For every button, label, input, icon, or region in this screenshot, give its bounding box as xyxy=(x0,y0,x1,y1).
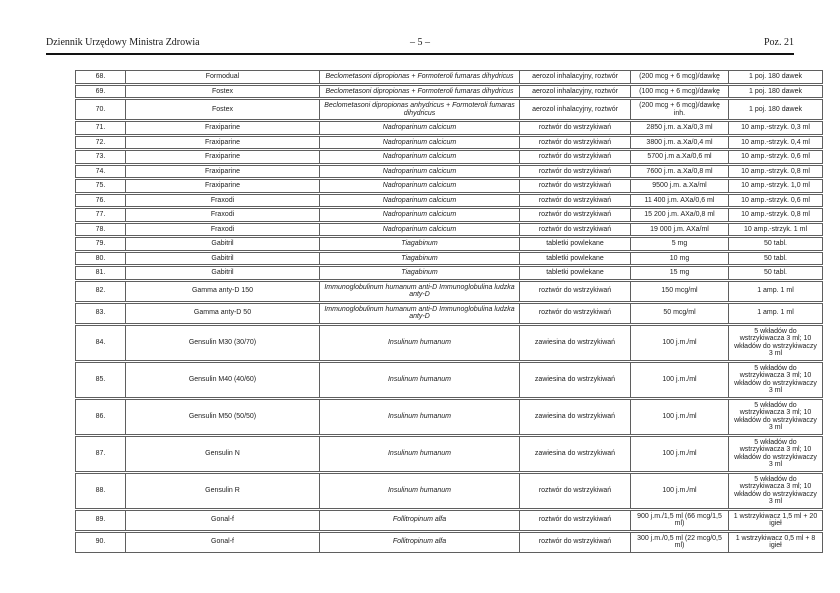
cell-pack: 5 wkładów do wstrzykiwacza 3 ml; 10 wkładów do wstrzykiwaczy 3 ml xyxy=(729,362,823,398)
cell-no: 83. xyxy=(75,303,126,324)
cell-no: 71. xyxy=(75,121,126,135)
cell-pack: 50 tabl. xyxy=(729,266,823,280)
cell-name: Formodual xyxy=(126,70,320,84)
cell-no: 69. xyxy=(75,85,126,99)
cell-name: Gamma anty-D 150 xyxy=(126,281,320,302)
cell-no: 68. xyxy=(75,70,126,84)
cell-name: Gensulin M50 (50/50) xyxy=(126,399,320,435)
cell-form: tabletki powlekane xyxy=(520,252,631,266)
cell-substance: Nadroparinum calcicum xyxy=(320,150,520,164)
cell-substance: Nadroparinum calcicum xyxy=(320,223,520,237)
cell-no: 72. xyxy=(75,136,126,150)
cell-dose: 10 mg xyxy=(631,252,729,266)
cell-substance: Insulinum humanum xyxy=(320,362,520,398)
cell-no: 82. xyxy=(75,281,126,302)
cell-pack: 10 amp.-strzyk. 0,6 ml xyxy=(729,150,823,164)
cell-name: Fostex xyxy=(126,99,320,120)
cell-dose: (200 mcg + 6 mcg)/dawkę xyxy=(631,70,729,84)
cell-pack: 1 poj. 180 dawek xyxy=(729,70,823,84)
cell-pack: 1 wstrzykiwacz 1,5 ml + 20 igieł xyxy=(729,510,823,531)
cell-form: zawiesina do wstrzykiwań xyxy=(520,362,631,398)
cell-form: roztwór do wstrzykiwań xyxy=(520,510,631,531)
cell-substance: Nadroparinum calcicum xyxy=(320,165,520,179)
cell-form: roztwór do wstrzykiwań xyxy=(520,223,631,237)
cell-form: roztwór do wstrzykiwań xyxy=(520,473,631,509)
table-row xyxy=(75,150,823,164)
table-row xyxy=(75,70,823,84)
cell-pack: 10 amp.-strzyk. 0,4 ml xyxy=(729,136,823,150)
cell-substance: Tiagabinum xyxy=(320,237,520,251)
cell-pack: 5 wkładów do wstrzykiwacza 3 ml; 10 wkładów do wstrzykiwaczy 3 ml xyxy=(729,473,823,509)
cell-substance: Follitropinum alfa xyxy=(320,532,520,553)
cell-dose: 5700 j.m a.Xa/0,6 ml xyxy=(631,150,729,164)
table-row xyxy=(75,252,823,266)
cell-no: 75. xyxy=(75,179,126,193)
table-row xyxy=(75,510,823,531)
table-row xyxy=(75,136,823,150)
cell-form: roztwór do wstrzykiwań xyxy=(520,532,631,553)
table-row xyxy=(75,223,823,237)
cell-dose: 100 j.m./ml xyxy=(631,473,729,509)
table-row xyxy=(75,165,823,179)
cell-pack: 5 wkładów do wstrzykiwacza 3 ml; 10 wkładów do wstrzykiwaczy 3 ml xyxy=(729,436,823,472)
cell-dose: 100 j.m./ml xyxy=(631,399,729,435)
table-row xyxy=(75,179,823,193)
page-header xyxy=(46,37,794,55)
cell-form: roztwór do wstrzykiwań xyxy=(520,136,631,150)
cell-substance: Nadroparinum calcicum xyxy=(320,136,520,150)
cell-pack: 5 wkładów do wstrzykiwacza 3 ml; 10 wkładów do wstrzykiwaczy 3 ml xyxy=(729,399,823,435)
cell-pack: 10 amp.-strzyk. 0,6 ml xyxy=(729,194,823,208)
cell-form: roztwór do wstrzykiwań xyxy=(520,150,631,164)
cell-pack: 5 wkładów do wstrzykiwacza 3 ml; 10 wkładów do wstrzykiwaczy 3 ml xyxy=(729,325,823,361)
cell-name: Gensulin N xyxy=(126,436,320,472)
cell-pack: 1 amp. 1 ml xyxy=(729,303,823,324)
cell-substance: Nadroparinum calcicum xyxy=(320,179,520,193)
cell-dose: (200 mcg + 6 mcg)/dawkę inh. xyxy=(631,99,729,120)
cell-name: Fostex xyxy=(126,85,320,99)
cell-dose: 5 mg xyxy=(631,237,729,251)
cell-substance: Insulinum humanum xyxy=(320,399,520,435)
cell-name: Fraxodi xyxy=(126,223,320,237)
cell-form: roztwór do wstrzykiwań xyxy=(520,179,631,193)
cell-pack: 1 amp. 1 ml xyxy=(729,281,823,302)
cell-form: roztwór do wstrzykiwań xyxy=(520,281,631,302)
cell-substance: Nadroparinum calcicum xyxy=(320,194,520,208)
table-row xyxy=(75,99,823,120)
cell-form: tabletki powlekane xyxy=(520,266,631,280)
cell-substance: Tiagabinum xyxy=(320,252,520,266)
cell-dose: 19 000 j.m. AXa/ml xyxy=(631,223,729,237)
cell-no: 86. xyxy=(75,399,126,435)
table-row xyxy=(75,237,823,251)
cell-form: roztwór do wstrzykiwań xyxy=(520,208,631,222)
cell-form: zawiesina do wstrzykiwań xyxy=(520,399,631,435)
cell-no: 85. xyxy=(75,362,126,398)
cell-name: Fraxodi xyxy=(126,208,320,222)
cell-dose: 300 j.m./0,5 ml (22 mcg/0,5 ml) xyxy=(631,532,729,553)
cell-no: 73. xyxy=(75,150,126,164)
table-row xyxy=(75,208,823,222)
cell-dose: 150 mcg/ml xyxy=(631,281,729,302)
cell-no: 79. xyxy=(75,237,126,251)
cell-name: Gamma anty-D 50 xyxy=(126,303,320,324)
cell-substance: Immunoglobulinum humanum anti-D Immunoglobulina ludzka anty-D xyxy=(320,303,520,324)
cell-form: aerozol inhalacyjny, roztwór xyxy=(520,85,631,99)
table-row xyxy=(75,281,823,302)
cell-dose: 11 400 j.m. AXa/0,6 ml xyxy=(631,194,729,208)
cell-pack: 1 wstrzykiwacz 0,5 ml + 8 igieł xyxy=(729,532,823,553)
cell-name: Fraxiparine xyxy=(126,179,320,193)
cell-name: Fraxiparine xyxy=(126,150,320,164)
cell-substance: Beclometasoni dipropionas + Formoteroli fumaras dihydricus xyxy=(320,85,520,99)
cell-form: tabletki powlekane xyxy=(520,237,631,251)
cell-name: Gonal-f xyxy=(126,510,320,531)
cell-pack: 1 poj. 180 dawek xyxy=(729,85,823,99)
table-row xyxy=(75,473,823,509)
cell-name: Gensulin M30 (30/70) xyxy=(126,325,320,361)
drug-table xyxy=(75,69,823,554)
cell-form: roztwór do wstrzykiwań xyxy=(520,303,631,324)
cell-dose: 50 mcg/ml xyxy=(631,303,729,324)
cell-name: Fraxodi xyxy=(126,194,320,208)
page-number: – 5 – xyxy=(410,37,430,48)
cell-name: Fraxiparine xyxy=(126,165,320,179)
cell-substance: Insulinum humanum xyxy=(320,436,520,472)
cell-substance: Beclometasoni dipropionas + Formoteroli fumaras dihydricus xyxy=(320,70,520,84)
cell-name: Fraxiparine xyxy=(126,136,320,150)
cell-dose: (100 mcg + 6 mcg)/dawkę xyxy=(631,85,729,99)
table-row xyxy=(75,532,823,553)
cell-dose: 100 j.m./ml xyxy=(631,325,729,361)
cell-pack: 10 amp.-strzyk. 1,0 ml xyxy=(729,179,823,193)
cell-form: roztwór do wstrzykiwań xyxy=(520,165,631,179)
cell-pack: 10 amp.-strzyk. 0,8 ml xyxy=(729,208,823,222)
cell-substance: Beclometasoni dipropionas anhydricus + Formoteroli fumaras dihydricus xyxy=(320,99,520,120)
cell-form: zawiesina do wstrzykiwań xyxy=(520,325,631,361)
cell-name: Gabitril xyxy=(126,252,320,266)
cell-pack: 10 amp.-strzyk. 1 ml xyxy=(729,223,823,237)
table-row xyxy=(75,362,823,398)
table-row xyxy=(75,325,823,361)
cell-no: 74. xyxy=(75,165,126,179)
cell-pack: 10 amp.-strzyk. 0,8 ml xyxy=(729,165,823,179)
cell-pack: 10 amp.-strzyk. 0,3 ml xyxy=(729,121,823,135)
cell-no: 87. xyxy=(75,436,126,472)
cell-no: 76. xyxy=(75,194,126,208)
cell-name: Gensulin R xyxy=(126,473,320,509)
drug-table-body xyxy=(75,70,823,553)
table-row xyxy=(75,121,823,135)
cell-form: roztwór do wstrzykiwań xyxy=(520,194,631,208)
journal-title: Dziennik Urzędowy Ministra Zdrowia xyxy=(46,37,200,48)
cell-no: 88. xyxy=(75,473,126,509)
cell-dose: 2850 j.m. a.Xa/0,3 ml xyxy=(631,121,729,135)
cell-substance: Follitropinum alfa xyxy=(320,510,520,531)
cell-name: Gensulin M40 (40/60) xyxy=(126,362,320,398)
table-row xyxy=(75,85,823,99)
cell-no: 77. xyxy=(75,208,126,222)
cell-substance: Immunoglobulinum humanum anti-D Immunoglobulina ludzka anty-D xyxy=(320,281,520,302)
position-number: Poz. 21 xyxy=(764,37,794,48)
cell-dose: 7600 j.m. a.Xa/0,8 ml xyxy=(631,165,729,179)
cell-no: 84. xyxy=(75,325,126,361)
cell-name: Gabitril xyxy=(126,237,320,251)
cell-substance: Nadroparinum calcicum xyxy=(320,208,520,222)
table-row xyxy=(75,194,823,208)
cell-dose: 100 j.m./ml xyxy=(631,436,729,472)
cell-dose: 3800 j.m. a.Xa/0,4 ml xyxy=(631,136,729,150)
table-row xyxy=(75,399,823,435)
cell-pack: 50 tabl. xyxy=(729,252,823,266)
cell-name: Fraxiparine xyxy=(126,121,320,135)
cell-substance: Nadroparinum calcicum xyxy=(320,121,520,135)
cell-no: 78. xyxy=(75,223,126,237)
cell-dose: 15 200 j.m. AXa/0,8 ml xyxy=(631,208,729,222)
cell-no: 80. xyxy=(75,252,126,266)
cell-pack: 1 poj. 180 dawek xyxy=(729,99,823,120)
cell-name: Gonal-f xyxy=(126,532,320,553)
cell-dose: 15 mg xyxy=(631,266,729,280)
cell-no: 70. xyxy=(75,99,126,120)
cell-substance: Tiagabinum xyxy=(320,266,520,280)
cell-no: 90. xyxy=(75,532,126,553)
table-row xyxy=(75,303,823,324)
cell-pack: 50 tabl. xyxy=(729,237,823,251)
cell-form: aerozol inhalacyjny, roztwór xyxy=(520,99,631,120)
cell-form: zawiesina do wstrzykiwań xyxy=(520,436,631,472)
cell-no: 89. xyxy=(75,510,126,531)
cell-substance: Insulinum humanum xyxy=(320,325,520,361)
cell-no: 81. xyxy=(75,266,126,280)
cell-form: aerozol inhalacyjny, roztwór xyxy=(520,70,631,84)
cell-dose: 9500 j.m. a.Xa/ml xyxy=(631,179,729,193)
cell-form: roztwór do wstrzykiwań xyxy=(520,121,631,135)
cell-dose: 900 j.m./1,5 ml (66 mcg/1,5 ml) xyxy=(631,510,729,531)
table-row xyxy=(75,436,823,472)
cell-dose: 100 j.m./ml xyxy=(631,362,729,398)
table-row xyxy=(75,266,823,280)
cell-substance: Insulinum humanum xyxy=(320,473,520,509)
cell-name: Gabitril xyxy=(126,266,320,280)
